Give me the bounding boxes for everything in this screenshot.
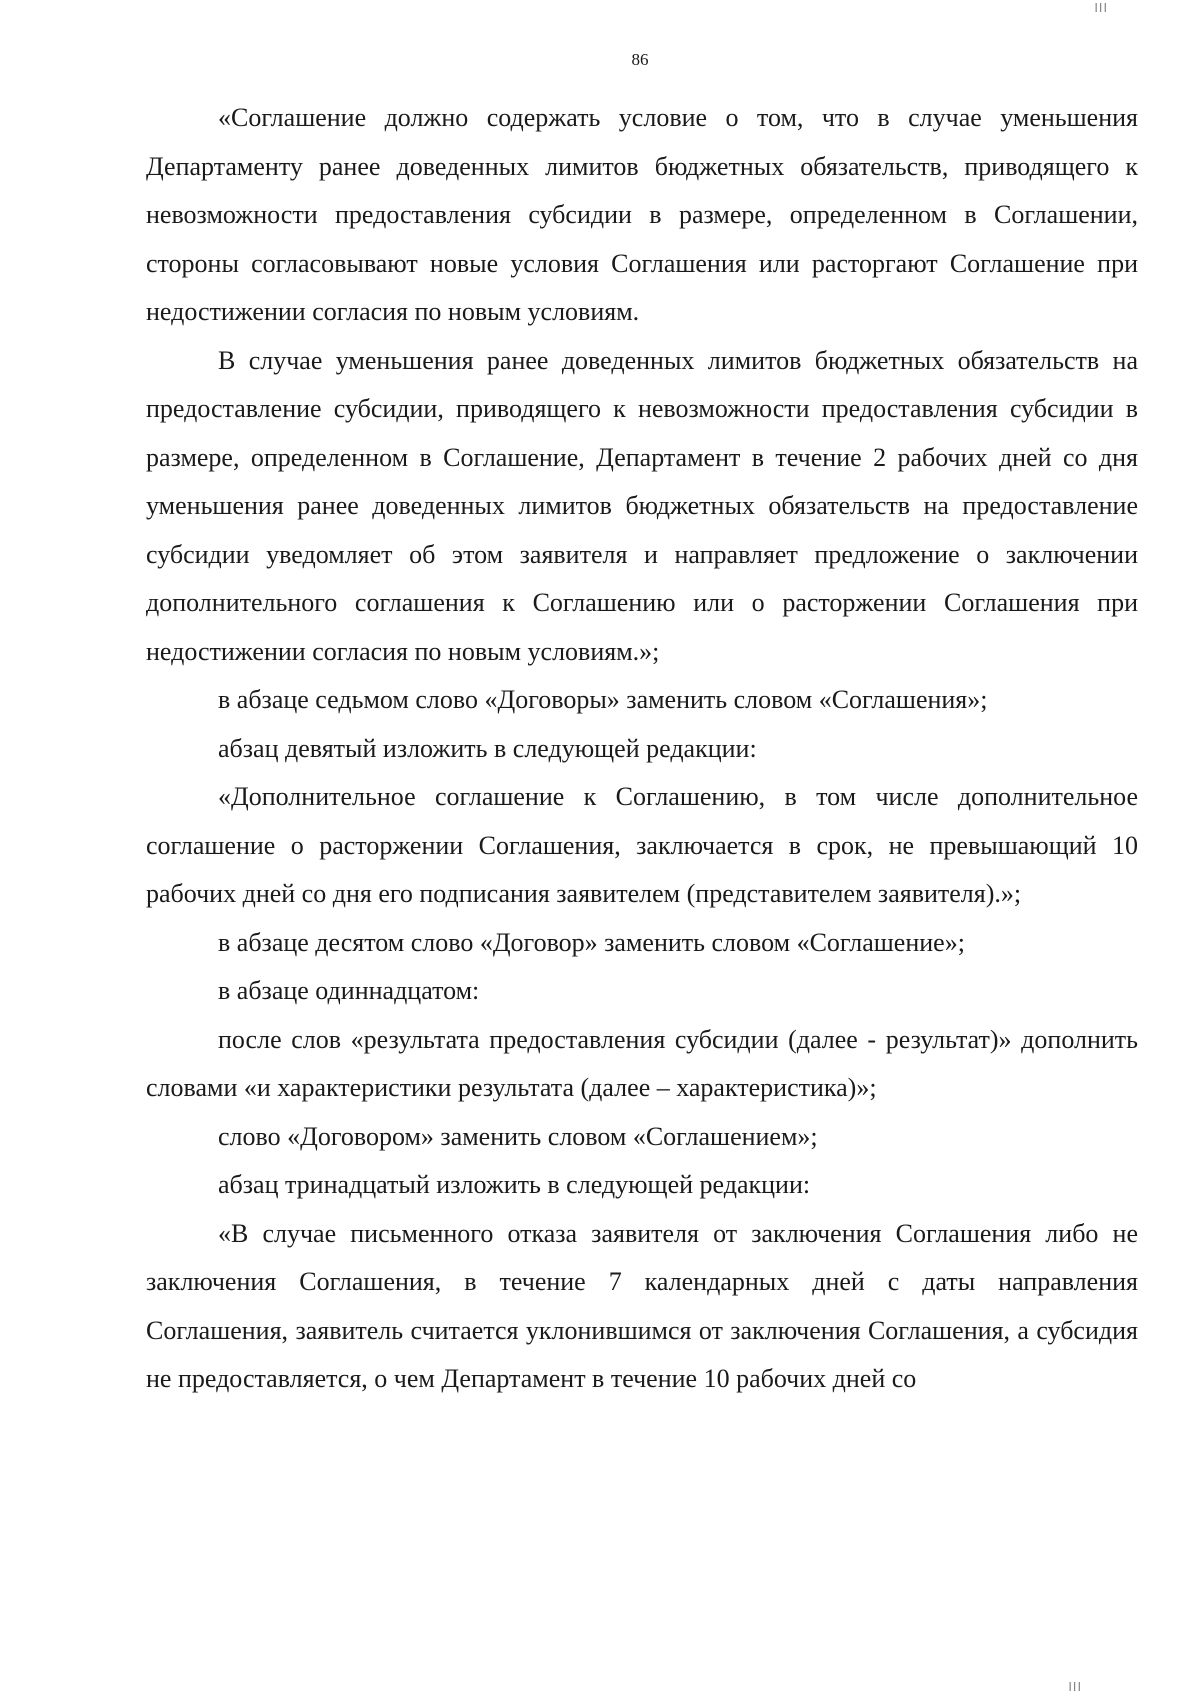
paragraph: слово «Договором» заменить словом «Соглашением»;: [218, 1121, 818, 1151]
paragraph: абзац тринадцатый изложить в следующей редакции:: [218, 1170, 811, 1199]
scan-artifact-top: ׀׀׀: [1094, 0, 1108, 14]
paragraph: после слов «результата предоставления субсидии (далее - результат)» дополнить словами «и характеристики результата (далее – характеристика)»;: [146, 1024, 1138, 1102]
scan-artifact-bottom: ׀׀׀: [1068, 1679, 1082, 1693]
paragraph: в абзаце седьмом слово «Договоры» заменить словом «Соглашения»;: [218, 685, 988, 714]
paragraph: в абзаце одиннадцатом:: [218, 976, 480, 1005]
paragraph: В случае уменьшения ранее доведенных лимитов бюджетных обязательств на предоставление субсидии, приводящего к невозможности предоставления субсидии в размере, определенном в Соглашение, Департамент в течение 2 рабочих дней со дня уменьшения ранее доведенных лимитов бюджетных обязательств на предоставление субсидии уведомляет об этом заявителя и направляет предложение о заключении дополнительного соглашения к Соглашению или о расторжении Соглашения при недостижении согласия по новым условиям.»;: [146, 345, 1138, 666]
paragraph: в абзаце десятом слово «Договор» заменить словом «Соглашение»;: [218, 927, 965, 957]
page-number: 86: [631, 50, 649, 69]
document-body: [146, 94, 1138, 1404]
paragraph: «Соглашение должно содержать условие о том, что в случае уменьшения Департаменту ранее доведенных лимитов бюджетных обязательств, приводящего к невозможности предоставления субсидии в размере, определенном в Соглашении, стороны согласовывают новые условия Соглашения или расторгают Соглашение при недостижении согласия по новым условиям.: [146, 103, 1138, 326]
paragraph: «В случае письменного отказа заявителя от заключения Соглашения либо не заключения Соглашения, в течение 7 календарных дней с даты направления Соглашения, заявитель считается уклонившимся от заключения Соглашения, а субсидия не предоставляется, о чем Департамент в течение 10 рабочих дней со: [146, 1218, 1138, 1393]
paragraph: абзац девятый изложить в следующей редакции:: [218, 733, 757, 763]
paragraph: «Дополнительное соглашение к Соглашению, в том числе дополнительное соглашение о расторжении Соглашения, заключается в срок, не превышающий 10 рабочих дней со дня его подписания заявителем (представителем заявителя).»;: [146, 782, 1138, 908]
